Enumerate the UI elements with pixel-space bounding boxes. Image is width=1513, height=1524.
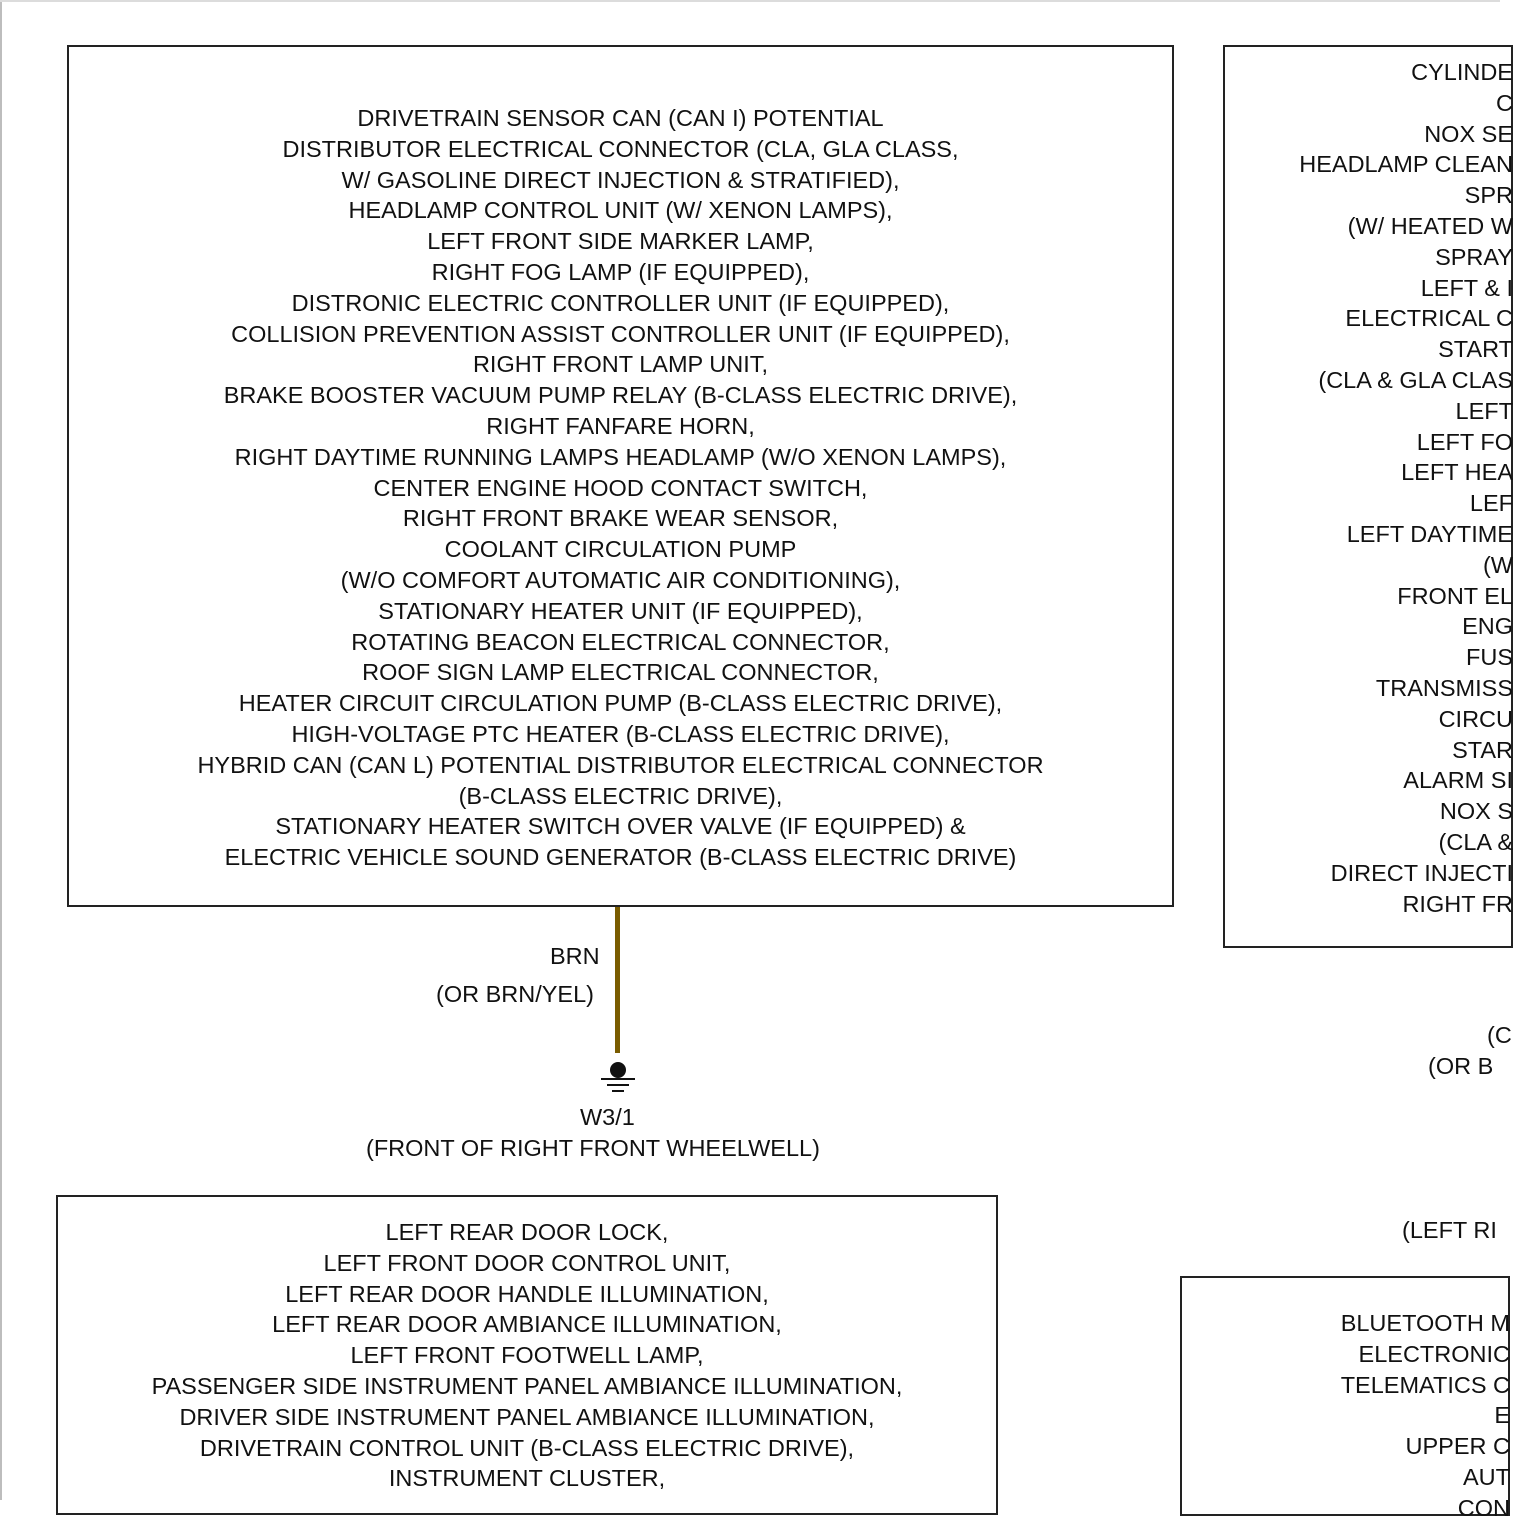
page-top-border <box>0 0 1500 2</box>
component-line: LEFT REAR DOOR AMBIANCE ILLUMINATION, <box>272 1311 782 1338</box>
component-list <box>1182 1308 1510 1524</box>
component-line: HEADLAMP CONTROL UNIT (W/ XENON LAMPS), <box>348 197 893 224</box>
component-line: HIGH-VOLTAGE PTC HEATER (B-CLASS ELECTRIC DRIVE), <box>291 720 950 747</box>
component-line: (CLA & GLA CLAS <box>1318 366 1513 393</box>
component-box-bottom-right-partial <box>1180 1276 1510 1521</box>
component-line: ALARM SI <box>1403 767 1513 794</box>
component-line: AUT <box>1463 1463 1510 1490</box>
wire-alt-color-label: (OR BRN/YEL) <box>436 981 594 1007</box>
component-line: DIRECT INJECTI <box>1330 859 1513 886</box>
ground-wire <box>615 907 620 1053</box>
component-line: HEADLAMP CLEAN <box>1299 151 1513 178</box>
component-line: FRONT EL <box>1397 582 1513 609</box>
component-line: E <box>1494 1402 1510 1429</box>
ground-location-label: (FRONT OF RIGHT FRONT WHEELWELL) <box>366 1135 820 1161</box>
component-line: RIGHT FR <box>1402 890 1513 917</box>
component-line: (W/ HEATED W <box>1347 212 1513 239</box>
component-box-right-front-wheelwell-ground <box>67 45 1174 907</box>
component-line: RIGHT FRONT BRAKE WEAR SENSOR, <box>402 505 839 532</box>
component-line: LEFT REAR DOOR LOCK, <box>385 1219 669 1245</box>
component-line: INSTRUMENT CLUSTER, <box>388 1465 666 1492</box>
component-line: W/ GASOLINE DIRECT INJECTION & STRATIFIED), <box>341 166 900 193</box>
component-line: LEFT HEA <box>1401 459 1513 486</box>
right-wire-alt-label: (OR B <box>1428 1053 1494 1079</box>
component-line: LEF <box>1469 490 1513 517</box>
component-line: BRAKE BOOSTER VACUUM PUMP RELAY (B-CLASS ELECTRIC DRIVE), <box>223 382 1018 409</box>
component-line: (B-CLASS ELECTRIC DRIVE), <box>458 782 783 809</box>
component-line: (W <box>1482 551 1513 578</box>
component-line: DISTRIBUTOR ELECTRICAL CONNECTOR (CLA, GLA CLASS, <box>282 135 959 162</box>
right-wire-label: (C <box>1487 1022 1512 1048</box>
component-line: RIGHT FANFARE HORN, <box>486 412 755 439</box>
component-line: LEFT DAYTIME <box>1346 520 1513 547</box>
component-line: CIRCU <box>1438 705 1513 732</box>
component-line: LEFT & I <box>1420 274 1513 301</box>
component-line: LEFT FRONT FOOTWELL LAMP, <box>350 1342 704 1369</box>
component-line: DISTRONIC ELECTRIC CONTROLLER UNIT (IF EQUIPPED), <box>291 289 950 316</box>
component-list <box>58 1217 996 1494</box>
component-line: ROTATING BEACON ELECTRICAL CONNECTOR, <box>351 628 890 655</box>
component-line: ENG <box>1462 613 1513 640</box>
component-line: SPRAY <box>1435 243 1513 270</box>
component-line: CON <box>1457 1494 1510 1521</box>
component-line: (W/O COMFORT AUTOMATIC AIR CONDITIONING), <box>340 566 901 593</box>
component-line: COOLANT CIRCULATION PUMP <box>444 536 797 563</box>
component-line: LEFT <box>1455 397 1513 424</box>
component-line: ELECTRIC VEHICLE SOUND GENERATOR (B-CLASS ELECTRIC DRIVE) <box>224 844 1017 871</box>
wire-color-label: BRN <box>550 943 600 969</box>
component-line: TRANSMISS <box>1375 674 1513 701</box>
component-line: BLUETOOTH M <box>1340 1310 1510 1336</box>
component-line: HYBRID CAN (CAN L) POTENTIAL DISTRIBUTOR ELECTRICAL CONNECTOR <box>197 751 1044 778</box>
ground-icon <box>599 1060 637 1096</box>
component-box-right-partial <box>1223 45 1513 948</box>
component-line: (CLA & <box>1438 828 1513 855</box>
component-line: LEFT FRONT DOOR CONTROL UNIT, <box>323 1249 731 1276</box>
component-line: DRIVER SIDE INSTRUMENT PANEL AMBIANCE ILLUMINATION, <box>179 1403 875 1430</box>
component-line: LEFT REAR DOOR HANDLE ILLUMINATION, <box>285 1280 769 1307</box>
component-line: RIGHT DAYTIME RUNNING LAMPS HEADLAMP (W/O XENON LAMPS), <box>234 443 1007 470</box>
component-box-bottom-left <box>56 1195 998 1515</box>
component-line: DRIVETRAIN CONTROL UNIT (B-CLASS ELECTRIC DRIVE), <box>199 1434 855 1461</box>
component-line: UPPER C <box>1405 1433 1510 1460</box>
component-list <box>1225 57 1513 919</box>
component-line: STATIONARY HEATER UNIT (IF EQUIPPED), <box>378 597 863 624</box>
component-line: CYLINDE <box>1411 59 1513 85</box>
component-line: DRIVETRAIN SENSOR CAN (CAN I) POTENTIAL <box>357 105 884 131</box>
component-line: RIGHT FOG LAMP (IF EQUIPPED), <box>431 258 810 285</box>
component-line: COLLISION PREVENTION ASSIST CONTROLLER UNIT (IF EQUIPPED), <box>231 320 1010 347</box>
component-line: NOX SE <box>1424 120 1513 147</box>
component-line: PASSENGER SIDE INSTRUMENT PANEL AMBIANCE ILLUMINATION, <box>151 1372 903 1399</box>
component-line: NOX S <box>1439 798 1513 825</box>
component-line: STATIONARY HEATER SWITCH OVER VALVE (IF EQUIPPED) & <box>275 813 966 840</box>
component-line: STAR <box>1452 736 1513 763</box>
component-line: START <box>1438 336 1513 363</box>
ground-id-label: W3/1 <box>580 1104 635 1130</box>
component-line: ELECTRICAL C <box>1345 305 1513 332</box>
component-line: RIGHT FRONT LAMP UNIT, <box>472 351 769 378</box>
component-line: LEFT FRONT SIDE MARKER LAMP, <box>427 228 814 255</box>
component-line: C <box>1496 89 1513 116</box>
component-list <box>69 103 1172 873</box>
component-line: SPR <box>1464 182 1513 209</box>
component-line: LEFT FO <box>1416 428 1513 455</box>
right-ground-location-label: (LEFT RI <box>1402 1217 1497 1243</box>
page-left-border <box>0 0 2 1500</box>
component-line: FUS <box>1466 644 1513 671</box>
component-line: ELECTRONIC <box>1358 1340 1510 1367</box>
component-line: HEATER CIRCUIT CIRCULATION PUMP (B-CLASS ELECTRIC DRIVE), <box>238 690 1003 717</box>
component-line: CENTER ENGINE HOOD CONTACT SWITCH, <box>373 474 868 501</box>
component-line: TELEMATICS C <box>1340 1371 1510 1398</box>
component-line: ROOF SIGN LAMP ELECTRICAL CONNECTOR, <box>362 659 879 686</box>
